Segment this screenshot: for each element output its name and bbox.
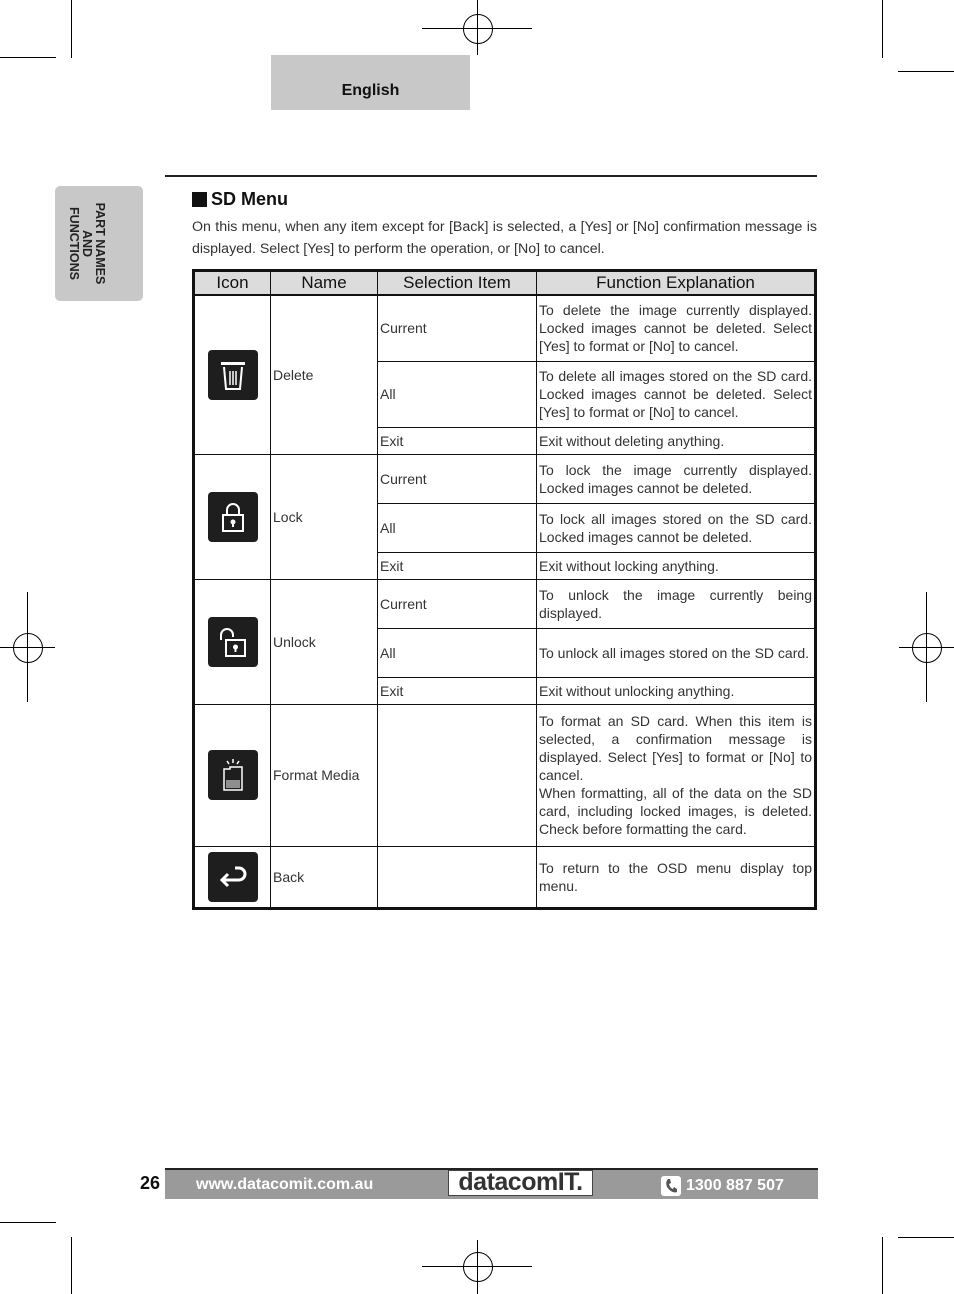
function-explanation: To format an SD card. When this item is selected, a confirmation message is displayed. Select [Yes] to format or [No] to cancel. xyxy=(539,713,812,783)
function-explanation: To delete the image currently displayed. Locked images cannot be deleted. Select [Yes] to format or [No] to cancel. xyxy=(537,295,816,361)
function-explanation: To lock the image currently displayed. Locked images cannot be deleted. xyxy=(537,454,816,503)
table-row xyxy=(194,295,816,361)
selection-item: Current xyxy=(378,454,537,503)
selection-item: Exit xyxy=(378,427,537,454)
selection-item: All xyxy=(378,503,537,552)
function-explanation: To unlock all images stored on the SD card. xyxy=(537,628,816,677)
section-rule xyxy=(165,175,817,177)
square-bullet-icon xyxy=(192,192,207,207)
lock-icon xyxy=(208,492,258,542)
function-explanation: To delete all images stored on the SD card. Locked images cannot be deleted. Select [Yes] to format or [No] to cancel. xyxy=(537,361,816,427)
chapter-label-line: FUNCTIONS xyxy=(67,207,82,280)
unlock-icon xyxy=(208,617,258,667)
sd-card-format-icon xyxy=(208,750,258,800)
selection-item: All xyxy=(378,361,537,427)
chapter-label-line: AND xyxy=(80,229,95,258)
section-intro: On this menu, when any item except for [Back] is selected, a [Yes] or [No] confirmation message is displayed. Select [Yes] to perform the operation, or [No] to cancel. xyxy=(192,219,817,257)
footer-phone xyxy=(661,1176,784,1196)
footer-website: www.datacomit.com.au xyxy=(196,1176,374,1193)
sd-menu-table xyxy=(192,269,817,910)
function-explanation-note: When formatting, all of the data on the SD card, including locked images, is deleted. Check before formatting the card. xyxy=(539,785,812,837)
header-function-explanation: Function Explanation xyxy=(537,271,816,296)
chapter-label-line: PART NAMES xyxy=(93,202,108,285)
menu-name: Delete xyxy=(271,295,378,454)
table-row xyxy=(194,704,816,846)
language-tab xyxy=(271,55,470,110)
menu-name: Format Media xyxy=(271,704,378,846)
selection-item: Exit xyxy=(378,677,537,704)
function-explanation: Exit without unlocking anything. xyxy=(537,677,816,704)
function-explanation: Exit without locking anything. xyxy=(537,552,816,579)
return-arrow-icon xyxy=(208,852,258,902)
table-row xyxy=(194,846,816,908)
selection-item xyxy=(378,846,537,908)
function-explanation: Exit without deleting anything. xyxy=(537,427,816,454)
table-row xyxy=(194,579,816,628)
selection-item: All xyxy=(378,628,537,677)
selection-item: Exit xyxy=(378,552,537,579)
function-explanation: To unlock the image currently being displayed. xyxy=(537,579,816,628)
selection-item: Current xyxy=(378,295,537,361)
header-icon: Icon xyxy=(194,271,271,296)
language-label: English xyxy=(341,82,400,99)
trash-icon xyxy=(208,350,258,400)
table-row xyxy=(194,454,816,503)
selection-item: Current xyxy=(378,579,537,628)
header-name: Name xyxy=(271,271,378,296)
menu-name: Lock xyxy=(271,454,378,579)
page-number: 26 xyxy=(140,1173,161,1193)
function-explanation: To return to the OSD menu display top menu. xyxy=(537,846,816,908)
chapter-label xyxy=(43,186,131,301)
section-title: SD Menu xyxy=(211,189,289,209)
header-selection-item: Selection Item xyxy=(378,271,537,296)
chapter-side-tab xyxy=(55,186,143,301)
phone-icon xyxy=(661,1176,681,1196)
menu-name: Unlock xyxy=(271,579,378,704)
table-header-row xyxy=(194,271,816,296)
section-heading xyxy=(192,189,288,210)
selection-item xyxy=(378,704,537,846)
menu-name: Back xyxy=(271,846,378,908)
function-explanation: To lock all images stored on the SD card. Locked images cannot be deleted. xyxy=(537,503,816,552)
brand-logo: datacomIT. xyxy=(448,1170,593,1196)
phone-number: 1300 887 507 xyxy=(686,1177,784,1194)
